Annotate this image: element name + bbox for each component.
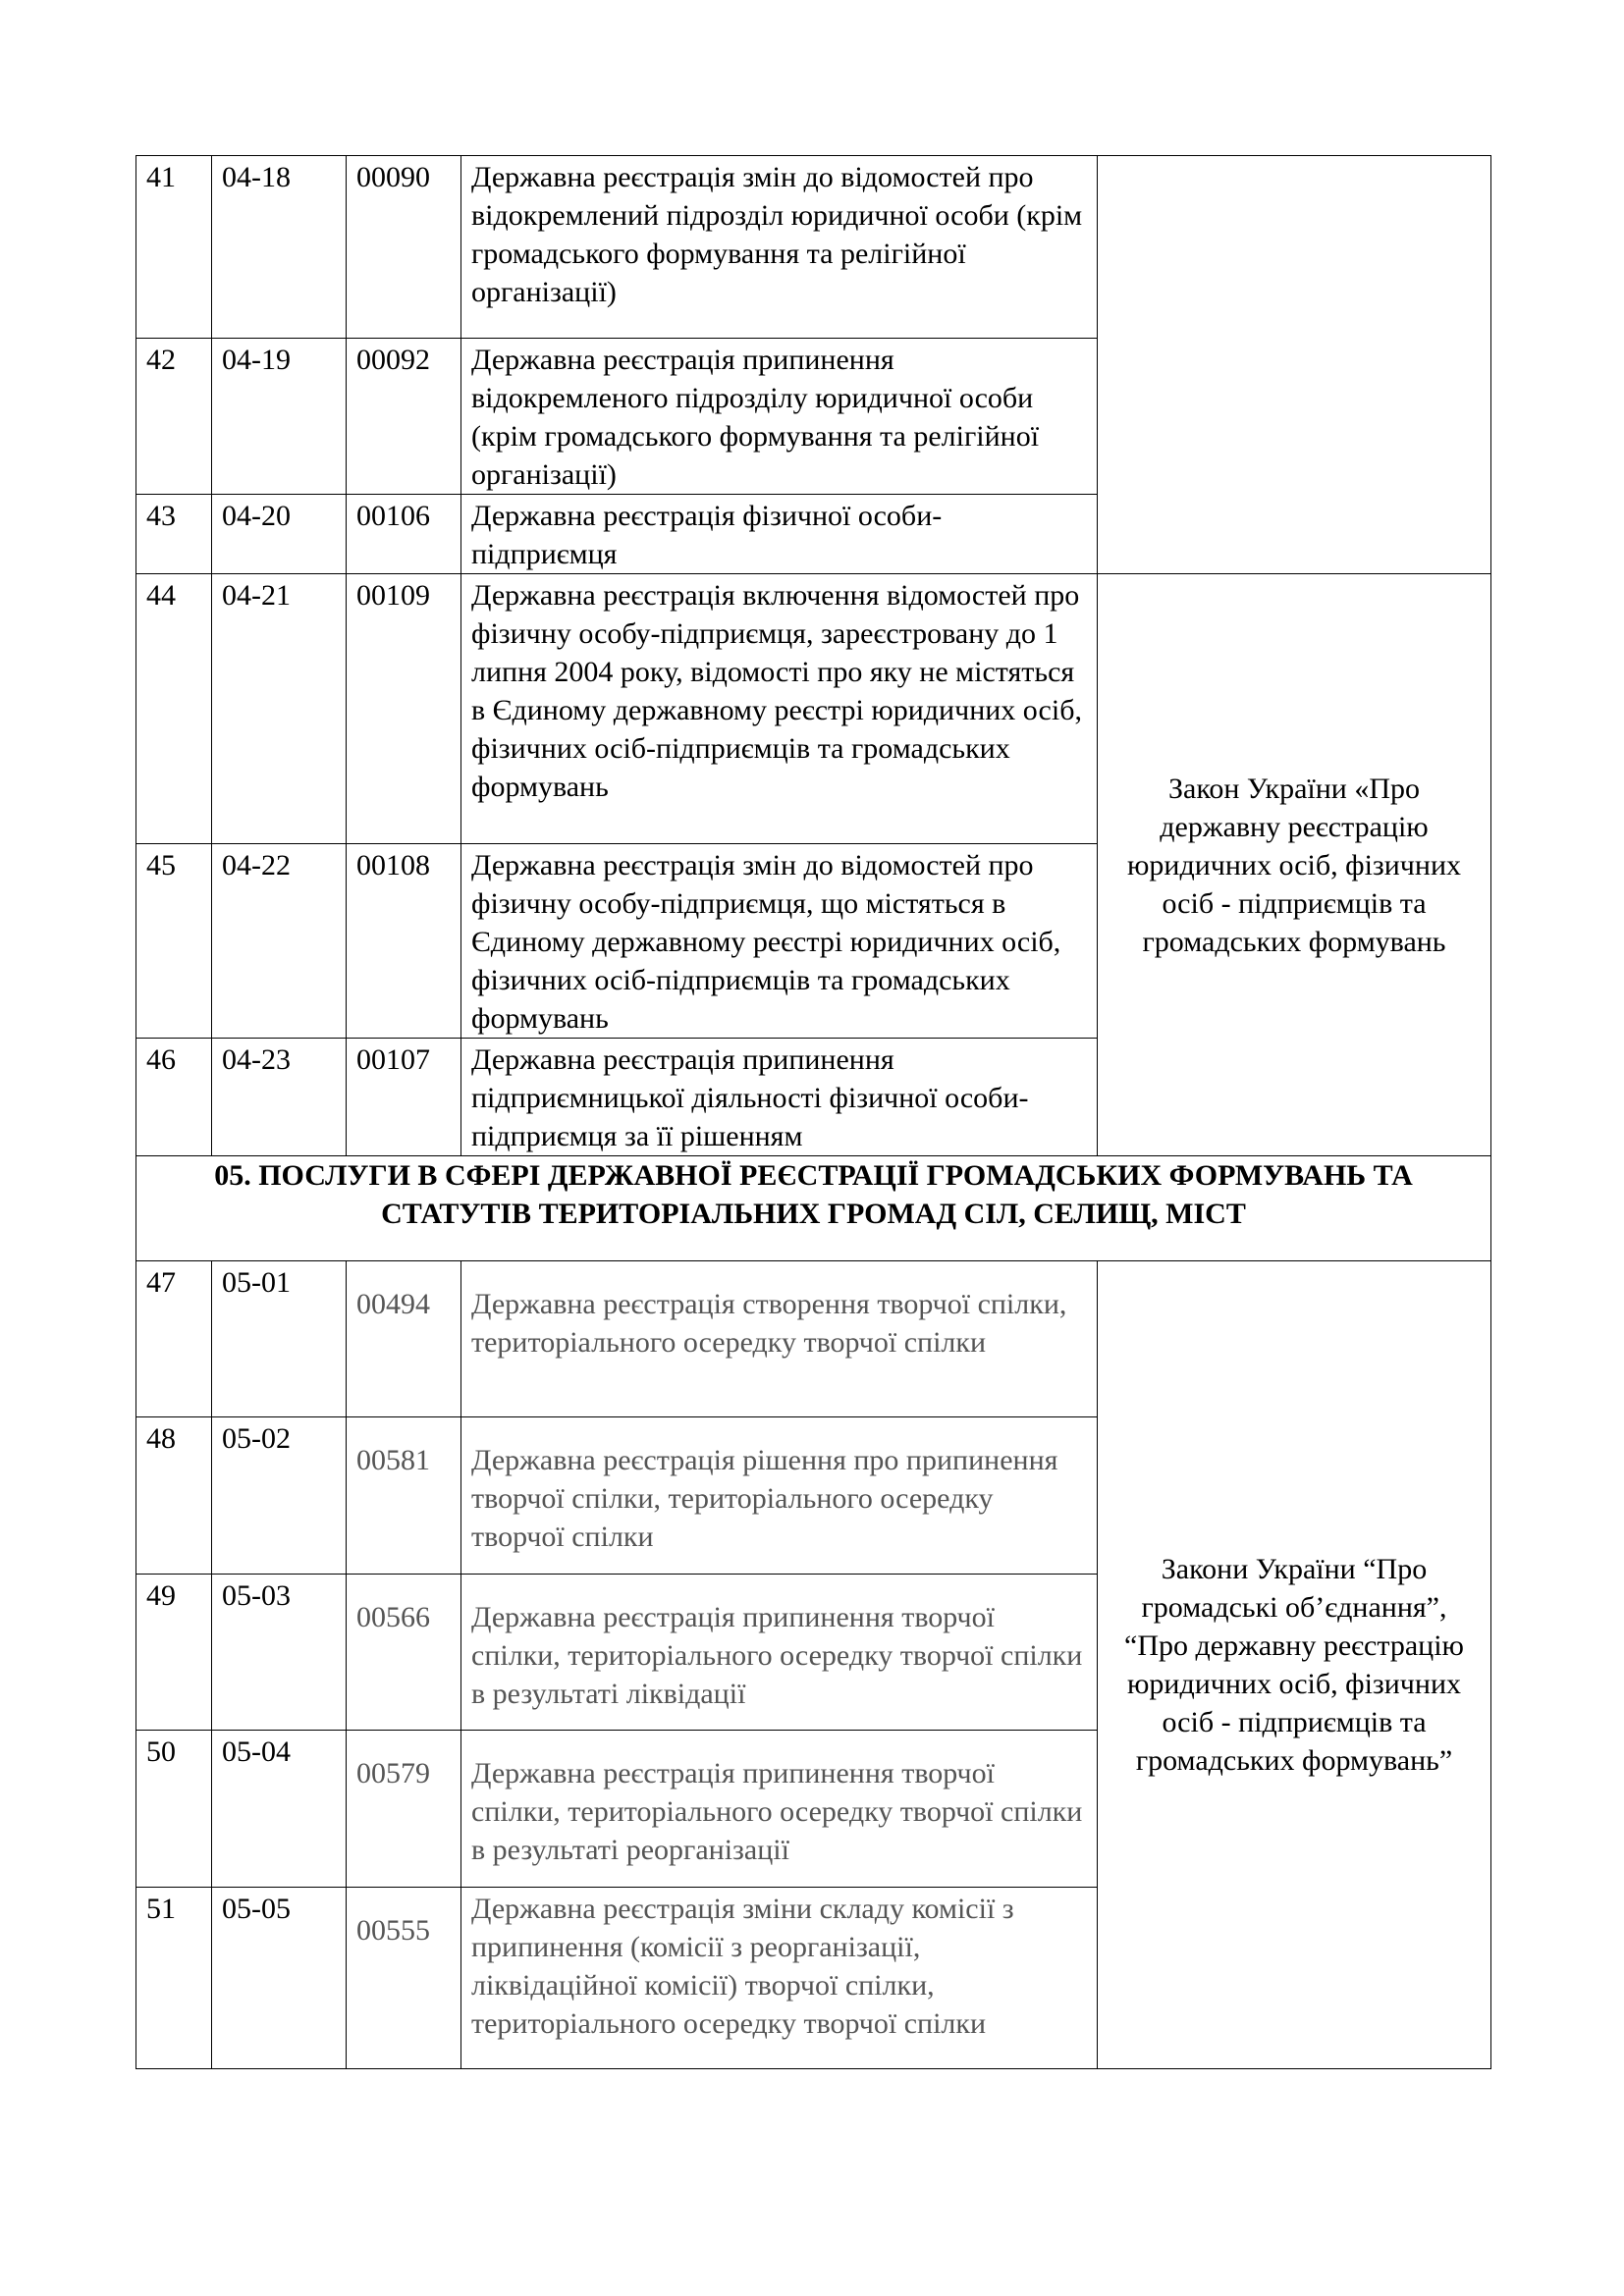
row-number: 46 (136, 1039, 212, 1156)
service-name: Державна реєстрація змін до відомостей про фізичну особу-підприємця, що містяться в Єдиному державному реєстрі юридичних осіб, фізичних осіб-підприємців та громадських формувань (461, 844, 1098, 1039)
row-number: 43 (136, 495, 212, 574)
row-number: 41 (136, 156, 212, 339)
service-code: 04-19 (212, 339, 347, 495)
service-code: 05-03 (212, 1575, 347, 1731)
service-id: 00106 (347, 495, 461, 574)
service-code: 04-22 (212, 844, 347, 1039)
service-code: 05-01 (212, 1261, 347, 1417)
service-name: Державна реєстрація включення відомостей про фізичну особу-підприємця, зареєстровану до 1 липня 2004 року, відомості про яку не містяться в Єдиному державному реєстрі юридичних осіб, фізичних осіб-підприємців та громадських формувань (461, 574, 1098, 844)
section-heading-row (136, 1156, 1491, 1261)
row-number: 45 (136, 844, 212, 1039)
service-name: Державна реєстрація припинення творчої спілки, територіального осередку творчої спілки в результаті реорганізації (461, 1731, 1098, 1888)
row-number: 44 (136, 574, 212, 844)
service-name: Державна реєстрація припинення підприємницької діяльності фізичної особи-підприємця за її рішенням (461, 1039, 1098, 1156)
service-code: 05-02 (212, 1417, 347, 1575)
service-name: Державна реєстрація фізичної особи-підприємця (461, 495, 1098, 574)
service-code: 04-20 (212, 495, 347, 574)
service-name: Державна реєстрація змін до відомостей про відокремлений підрозділ юридичної особи (крім громадського формування та релігійної організації) (461, 156, 1098, 339)
service-id: 00092 (347, 339, 461, 495)
service-name: Державна реєстрація рішення про припинення творчої спілки, територіального осередку творчої спілки (461, 1417, 1098, 1575)
service-id: 00555 (347, 1888, 461, 2069)
row-number: 49 (136, 1575, 212, 1731)
service-code: 05-04 (212, 1731, 347, 1888)
service-id: 00109 (347, 574, 461, 844)
service-code: 04-21 (212, 574, 347, 844)
table-row (136, 574, 1491, 844)
legal-basis: Закони України “Про громадські об’єднання”, “Про державну реєстрацію юридичних осіб, фізичних осіб - підприємців та громадських формувань” (1098, 1261, 1491, 2069)
service-name: Державна реєстрація припинення відокремленого підрозділу юридичної особи (крім громадського формування та релігійної організації) (461, 339, 1098, 495)
table-row (136, 156, 1491, 339)
service-name: Державна реєстрація припинення творчої спілки, територіального осередку творчої спілки в результаті ліквідації (461, 1575, 1098, 1731)
row-number: 42 (136, 339, 212, 495)
table-row (136, 1261, 1491, 1417)
service-code: 04-18 (212, 156, 347, 339)
legal-basis: Закон України «Про державну реєстрацію юридичних осіб, фізичних осіб - підприємців та громадських формувань (1098, 574, 1491, 1156)
legal-basis-empty (1098, 156, 1491, 574)
row-number: 50 (136, 1731, 212, 1888)
service-id: 00581 (347, 1417, 461, 1575)
service-code: 04-23 (212, 1039, 347, 1156)
row-number: 47 (136, 1261, 212, 1417)
service-name: Державна реєстрація створення творчої спілки, територіального осередку творчої спілки (461, 1261, 1098, 1417)
service-name: Державна реєстрація зміни складу комісії з припинення (комісії з реорганізації, ліквідаційної комісії) творчої спілки, територіального осередку творчої спілки (461, 1888, 1098, 2069)
services-table (135, 155, 1491, 2069)
service-id: 00579 (347, 1731, 461, 1888)
service-id: 00107 (347, 1039, 461, 1156)
service-id: 00566 (347, 1575, 461, 1731)
service-id: 00108 (347, 844, 461, 1039)
service-id: 00494 (347, 1261, 461, 1417)
row-number: 48 (136, 1417, 212, 1575)
service-code: 05-05 (212, 1888, 347, 2069)
service-id: 00090 (347, 156, 461, 339)
section-title: 05. ПОСЛУГИ В СФЕРІ ДЕРЖАВНОЇ РЕЄСТРАЦІЇ ГРОМАДСЬКИХ ФОРМУВАНЬ ТА СТАТУТІВ ТЕРИТОРІАЛЬНИХ ГРОМАД СІЛ, СЕЛИЩ, МІСТ (136, 1156, 1491, 1261)
row-number: 51 (136, 1888, 212, 2069)
